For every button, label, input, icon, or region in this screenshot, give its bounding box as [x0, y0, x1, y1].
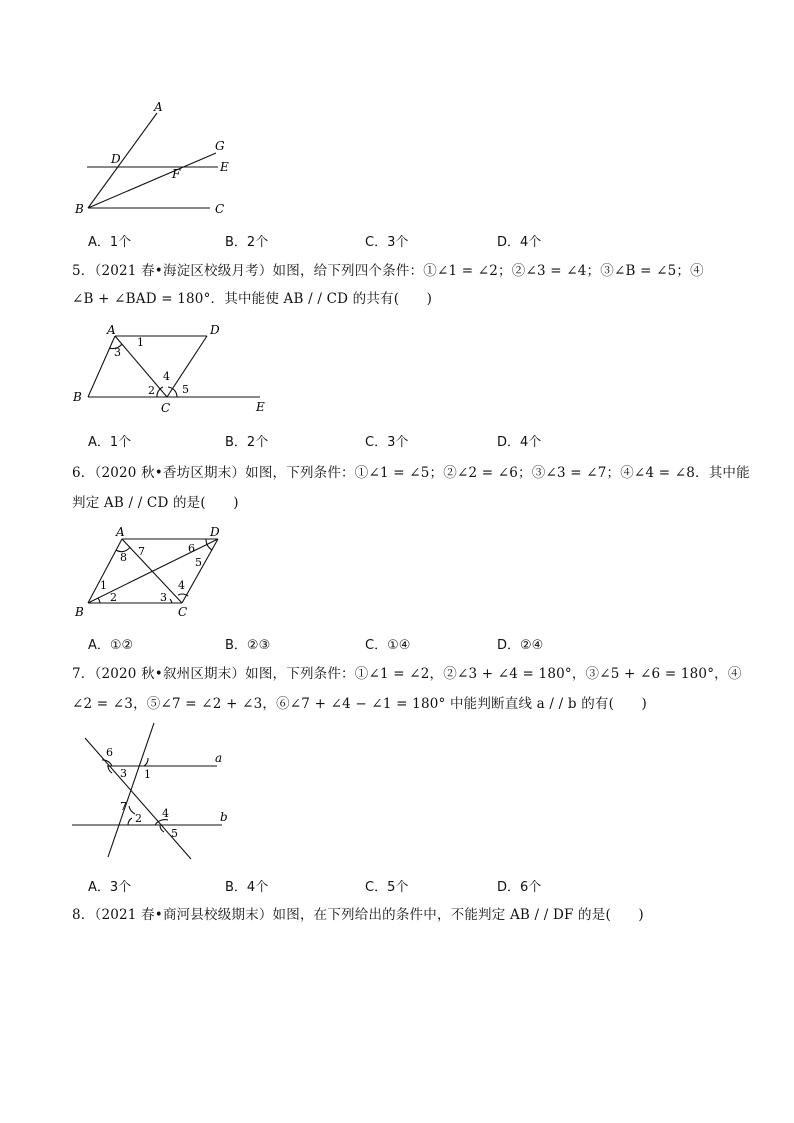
q6-angle-5: 5	[195, 556, 202, 569]
q5-label-A: A	[107, 323, 116, 337]
q7-option-a: A．3个	[88, 880, 132, 895]
q4-label-E: E	[220, 160, 229, 174]
q5-option-a: A．1个	[88, 435, 132, 450]
q5-figure	[60, 320, 280, 420]
q6-angle-1: 1	[100, 579, 107, 592]
q5-angle-1: 1	[137, 336, 144, 349]
q7-angle-5: 5	[171, 827, 178, 840]
q5-label-C: C	[161, 401, 171, 415]
q6-label-C: C	[178, 605, 188, 619]
q7-label-a: a	[215, 751, 223, 765]
q5-text-line1: 5．（2021 春•海淀区校级月考）如图，给下列四个条件：①∠1 = ∠2；②∠3 = ∠4；③∠B = ∠5；④	[72, 263, 704, 279]
q5-option-d: D．4个	[497, 435, 542, 450]
q6-option-b: B．②③	[225, 638, 271, 653]
q7-angle-2: 2	[135, 812, 142, 825]
q6-option-c: C．①④	[365, 638, 411, 653]
q4-label-C: C	[215, 202, 225, 216]
q5-label-D: D	[210, 323, 220, 337]
q6-angle-6: 6	[188, 542, 195, 555]
q7-angle-3: 3	[120, 767, 127, 780]
q4-label-A: A	[154, 100, 163, 114]
q5-angle-5: 5	[182, 383, 189, 396]
q4-figure	[60, 95, 260, 225]
q7-text-line2: ∠2 = ∠3，⑤∠7 = ∠2 + ∠3，⑥∠7 + ∠4 − ∠1 = 180° 中能判断直线 a / / b 的有( )	[72, 696, 647, 712]
q7-angle-7: 7	[120, 800, 127, 813]
q4-label-G: G	[215, 139, 225, 153]
q4-option-d: D．4个	[497, 235, 542, 250]
q6-label-A: A	[116, 525, 125, 539]
q5-angle-2: 2	[148, 384, 155, 397]
q4-option-b: B．2个	[225, 235, 269, 250]
q6-angle-7: 7	[138, 545, 145, 558]
q6-angle-2: 2	[110, 591, 117, 604]
q5-label-E: E	[256, 400, 265, 414]
q7-option-c: C．5个	[365, 880, 409, 895]
q7-option-d: D．6个	[497, 880, 542, 895]
q4-option-a: A．1个	[88, 235, 132, 250]
q7-figure	[60, 720, 250, 865]
q8-text-line1: 8．（2021 春•商河县校级期末）如图，在下列给出的条件中，不能判定 AB / / DF 的是( )	[72, 907, 644, 923]
q6-text-line1: 6．（2020 秋•香坊区期末）如图，下列条件：①∠1 = ∠5；②∠2 = ∠6；③∠3 = ∠7；④∠4 = ∠8．其中能	[72, 465, 750, 481]
q6-option-a: A．①②	[88, 638, 134, 653]
q6-angle-8: 8	[120, 551, 127, 564]
q5-option-c: C．3个	[365, 435, 409, 450]
q7-text-line1: 7．（2020 秋•叙州区期末）如图，下列条件：①∠1 = ∠2，②∠3 + ∠4 = 180°，③∠5 + ∠6 = 180°，④	[72, 666, 742, 682]
q7-option-b: B．4个	[225, 880, 269, 895]
q5-text-line2: ∠B + ∠BAD = 180°．其中能使 AB / / CD 的共有( )	[72, 291, 433, 307]
q7-angle-1: 1	[144, 768, 151, 781]
q6-figure	[60, 520, 240, 620]
q7-angle-4: 4	[162, 807, 169, 820]
q5-angle-3: 3	[114, 346, 121, 359]
q6-angle-4: 4	[178, 579, 185, 592]
q4-label-F: F	[172, 167, 181, 181]
q6-label-D: D	[210, 525, 220, 539]
q6-label-B: B	[75, 605, 84, 619]
q5-label-B: B	[73, 390, 82, 404]
q5-option-b: B．2个	[225, 435, 269, 450]
q4-label-D: D	[111, 152, 121, 166]
q7-angle-6: 6	[106, 746, 113, 759]
q6-text-line2: 判定 AB / / CD 的是( )	[72, 495, 239, 511]
q7-label-b: b	[220, 810, 228, 824]
q4-option-c: C．3个	[365, 235, 409, 250]
q6-option-d: D．②④	[497, 638, 544, 653]
q5-angle-4: 4	[163, 370, 170, 383]
q4-label-B: B	[75, 202, 84, 216]
q6-angle-3: 3	[160, 591, 167, 604]
